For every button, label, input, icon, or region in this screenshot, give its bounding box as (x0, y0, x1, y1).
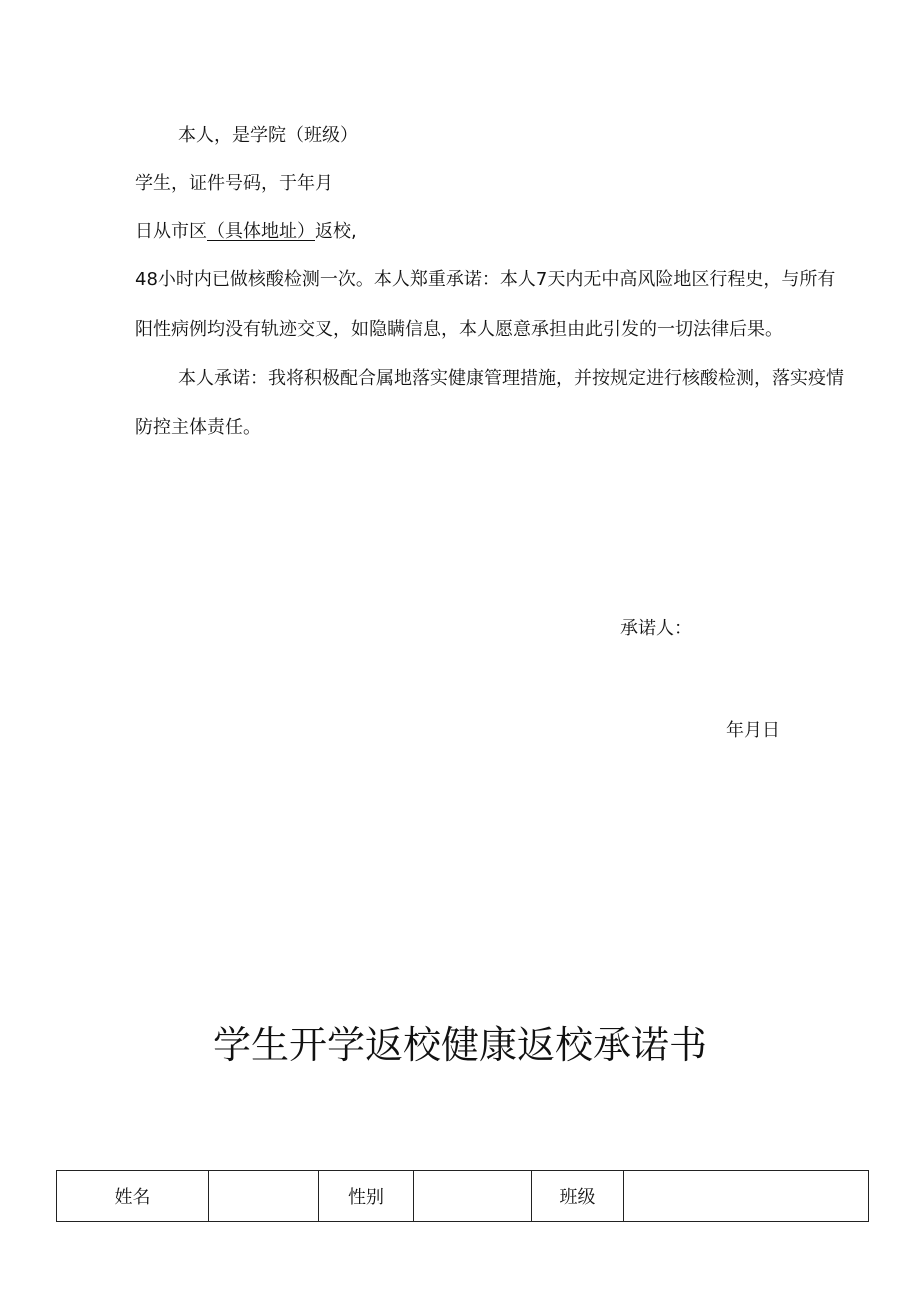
return-date-text: 日从市区 (135, 221, 207, 242)
return-school-text: 返校, (315, 221, 357, 242)
name-label-cell: 姓名 (57, 1171, 209, 1222)
statement-line-4: 48小时内已做核酸检测一次。本人郑重承诺：本人7天内无中高风险地区行程史，与所有 (135, 269, 836, 290)
class-label-cell: 班级 (532, 1171, 624, 1222)
table-row (57, 1171, 869, 1222)
promisor-label: 承诺人： (620, 618, 692, 639)
gender-value-cell[interactable] (414, 1171, 532, 1222)
commitment-line-2: 防控主体责任。 (135, 417, 261, 438)
address-field[interactable]: （具体地址） (207, 221, 315, 242)
commitment-line-1: 本人承诺：我将积极配合属地落实健康管理措施，并按规定进行核酸检测，落实疫情 (178, 368, 844, 389)
statement-line-5: 阳性病例均没有轨迹交叉，如隐瞒信息，本人愿意承担由此引发的一切法律后果。 (135, 319, 783, 340)
document-title: 学生开学返校健康返校承诺书 (212, 1023, 707, 1067)
name-value-cell[interactable] (209, 1171, 319, 1222)
statement-line-2: 学生，证件号码，于年月 (135, 173, 333, 194)
class-value-cell[interactable] (624, 1171, 869, 1222)
gender-label-cell: 性别 (319, 1171, 414, 1222)
statement-line-1: 本人，是学院（班级） (178, 125, 358, 146)
statement-line-3 (135, 220, 357, 244)
date-label: 年月日 (726, 720, 780, 741)
student-info-table (56, 1170, 869, 1222)
